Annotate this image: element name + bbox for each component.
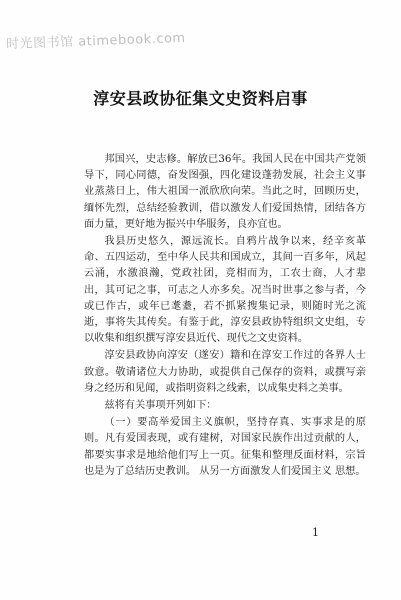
paragraph-items-intro: 兹将有关事项开列如下： <box>104 400 217 412</box>
paragraph-history: 我县历史悠久，源远流长。自鸦片战争以来，经辛亥革命、五四运动，至中华人民共和国成立，其间一百多年，风起云涌，水激浪瀚，党政社团，竞相而为，工农士商，人才辈出，其可记之事，可志之人亦多矣。况当时世事之参与者，今或已作古，或年已耄耋，若不抓紧搜集记录，则随时光之流逝，事将失其传矣。有鉴于此，淳安县政协特组织文史组，专以收集和组织撰写淳安县近代、现代之文史资料。 <box>84 236 366 345</box>
notice-body <box>84 152 366 481</box>
notice-title: 淳安县政协征集文史资料启事 <box>93 89 308 108</box>
paragraph-appeal: 淳安县政协向淳安（遂安）籍和在淳安工作过的各界人士致意。敬请诸位大力协助，或提供自己保存的资料，或撰写亲身之经历和见闻，或指明资料之线索，以成集史料之美事。 <box>84 350 366 394</box>
paragraph-intro: 邦国兴，史志修。解放已36年。我国人民在中国共产党领导下，同心同德，奋发图强，四化建设蓬勃发展，社会主义事业蒸蒸日上，伟大祖国一派欣欣向荣。当此之时，回顾历史，缅怀先烈，总结经验教训，借以激发人们爱国热情，团结各方面力量，更好地为振兴中华服务，良亦宜也。 <box>84 154 366 230</box>
page-number: 1 <box>312 526 319 539</box>
watermark: 时光图书馆 atimebook.com <box>5 30 186 53</box>
paragraph-item-1: （一）要高举爱国主义旗帜，坚持存真、实事求是的原则。凡有爱国表现，或有建树，对国家民族作出过贡献的人，都要实事求是地给他们写上一页。征集和整理反面材料，宗旨也是为了总结历史教训。 从另一方面激发人们爱国主义 思想。 <box>84 417 366 477</box>
